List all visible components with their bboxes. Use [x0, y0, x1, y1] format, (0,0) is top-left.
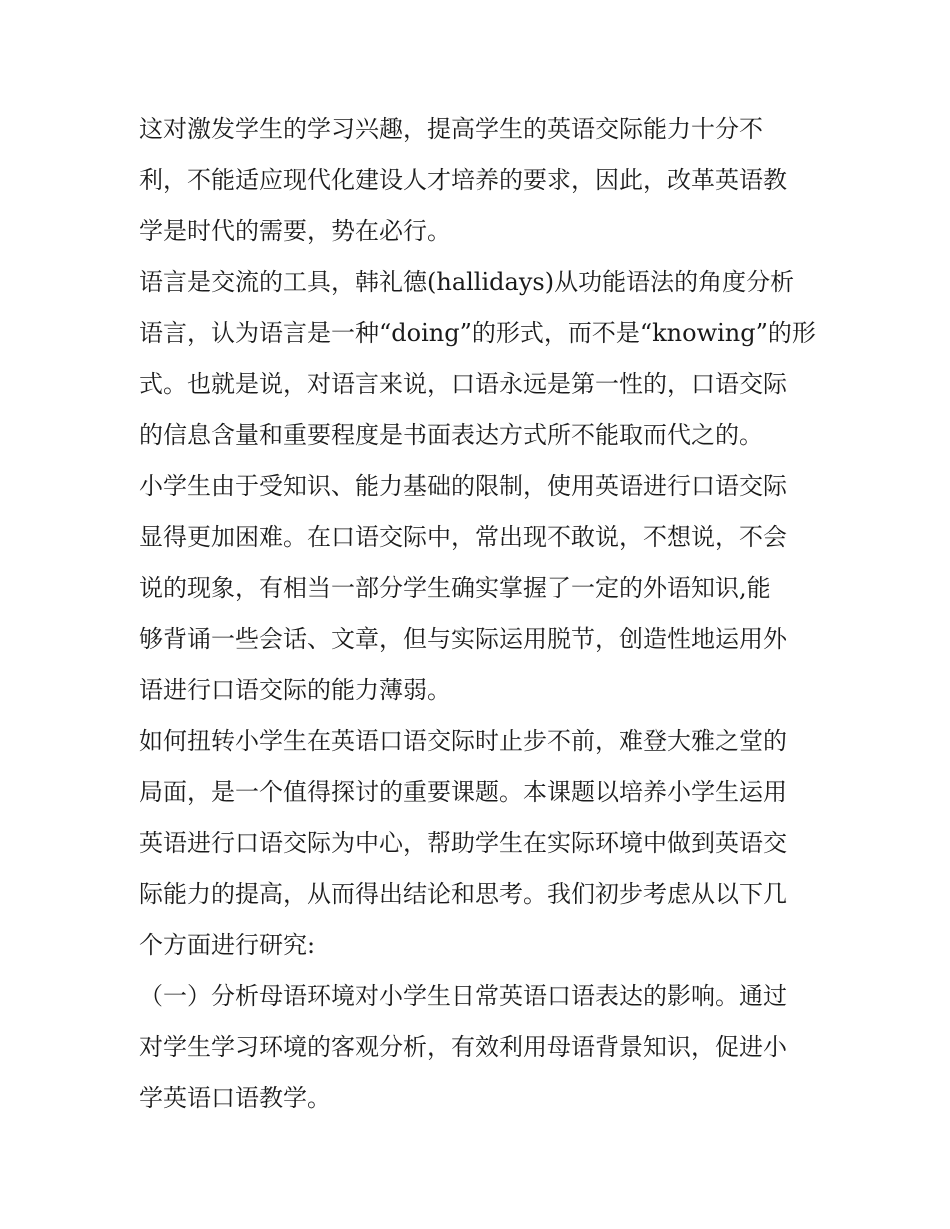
text-line: 学英语口语教学。 [139, 1084, 331, 1112]
text-line: 显得更加困难。在口语交际中，常出现不敢说，不想说，不会 [139, 523, 787, 551]
text-line: （一）分析母语环境对小学生日常英语口语表达的影响。通过 [139, 982, 787, 1010]
text-line: 局面，是一个值得探讨的重要课题。本课题以培养小学生运用 [139, 778, 787, 806]
text-line: 小学生由于受知识、能力基础的限制，使用英语进行口语交际 [139, 472, 787, 500]
text-line: 利，不能适应现代化建设人才培养的要求，因此，改革英语教 [139, 166, 787, 194]
text-line: 式。也就是说，对语言来说，口语永远是第一性的，口语交际 [139, 370, 787, 398]
text-line: 英语进行口语交际为中心，帮助学生在实际环境中做到英语交 [139, 829, 787, 857]
text-line: 语言是交流的工具，韩礼德(hallidays)从功能语法的角度分析 [139, 268, 795, 296]
text-line: 语进行口语交际的能力薄弱。 [139, 676, 451, 704]
text-line: 说的现象，有相当一部分学生确实掌握了一定的外语知识,能 [139, 574, 771, 602]
text-line: 个方面进行研究: [139, 931, 316, 959]
paragraph-1 [139, 104, 819, 257]
document-body [139, 104, 819, 1124]
text-line: 的信息含量和重要程度是书面表达方式所不能取而代之的。 [139, 421, 763, 449]
text-line: 够背诵一些会话、文章，但与实际运用脱节，创造性地运用外 [139, 625, 787, 653]
text-line: 际能力的提高，从而得出结论和思考。我们初步考虑从以下几 [139, 880, 787, 908]
text-line: 学是时代的需要，势在必行。 [139, 217, 451, 245]
paragraph-4 [139, 716, 819, 971]
paragraph-3 [139, 461, 819, 716]
paragraph-2 [139, 257, 819, 461]
text-line: 这对激发学生的学习兴趣，提高学生的英语交际能力十分不 [139, 115, 763, 143]
paragraph-5 [139, 971, 819, 1124]
text-line: 语言，认为语言是一种“doing”的形式，而不是“knowing”的形 [139, 319, 816, 347]
text-line: 对学生学习环境的客观分析，有效利用母语背景知识，促进小 [139, 1033, 787, 1061]
text-line: 如何扭转小学生在英语口语交际时止步不前，难登大雅之堂的 [139, 727, 787, 755]
